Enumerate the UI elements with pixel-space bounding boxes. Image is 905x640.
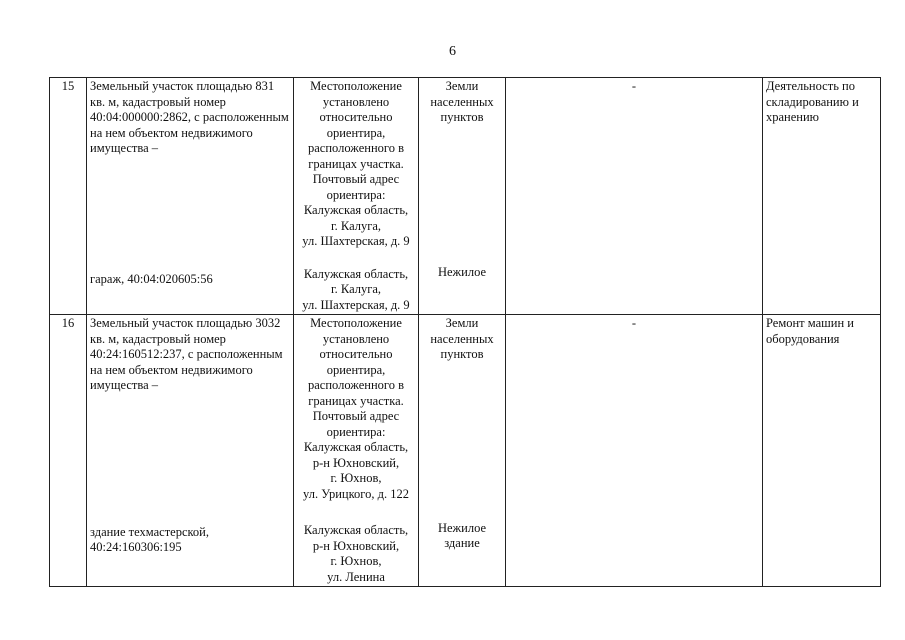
property-description-cell [87, 78, 294, 315]
object-description: здание техмастерской, 40:24:160306:195 [90, 524, 210, 554]
location-line: установлено [322, 94, 390, 109]
object-type-line: Нежилое [437, 264, 487, 279]
land-category-line: пунктов [440, 347, 484, 361]
location-line: расположенного в [307, 141, 405, 155]
location-line: Местоположение [310, 316, 402, 330]
location-line: Калужская область, [303, 203, 409, 217]
restriction-cell: - [506, 78, 763, 315]
page-number: 6 [449, 44, 456, 59]
object-type-line: Нежилое [437, 520, 487, 535]
land-category-line: населенных [430, 94, 494, 109]
location-cell [294, 78, 419, 315]
location-line: ул. Шахтерская, д. 9 [302, 234, 410, 248]
object-address-line: р-н Юхновский, [312, 538, 400, 553]
permitted-use-cell: Деятельность по складированию и хранению [763, 78, 881, 315]
table-row [50, 315, 881, 587]
object-address-line: Калужская область, [303, 523, 409, 537]
location-line: ул. Урицкого, д. 122 [303, 486, 409, 501]
property-registry-table [49, 77, 881, 587]
object-address-line: г. Калуга, [330, 282, 382, 296]
land-category-line: Земли [445, 79, 479, 93]
location-cell [294, 315, 419, 587]
property-description-cell [87, 315, 294, 587]
table-row [50, 78, 881, 315]
restriction-cell: - [506, 315, 763, 587]
location-line: ориентира: [326, 187, 386, 202]
location-line: установлено [322, 331, 390, 346]
location-line: ориентира, [326, 362, 386, 377]
category-cell [419, 315, 506, 587]
category-cell [419, 78, 506, 315]
object-address-line: ул. Шахтерская, д. 9 [302, 297, 410, 312]
location-line: ориентира: [326, 424, 386, 439]
location-line: границах участка. [308, 156, 404, 171]
location-line: г. Юхнов, [330, 471, 382, 485]
location-line: Калужская область, [303, 440, 409, 454]
object-address-line: г. Юхнов, [330, 554, 382, 568]
row-number: 15 [50, 78, 87, 315]
location-line: расположенного в [307, 378, 405, 392]
land-plot-description: Земельный участок площадью 831 кв. м, кадастровый номер 40:04:000000:2862, с расположенным на нем объектом недвижимого имущества – [90, 79, 289, 155]
location-line: Почтовый адрес [312, 172, 400, 186]
location-line: Почтовый адрес [312, 409, 400, 423]
location-line: границах участка. [308, 393, 404, 408]
land-plot-description: Земельный участок площадью 3032 кв. м, кадастровый номер 40:24:160512:237, с расположенным на нем объектом недвижимого имущества – [90, 316, 283, 392]
location-line: р-н Юхновский, [312, 455, 400, 470]
location-line: ориентира, [326, 125, 386, 140]
location-line: Местоположение [310, 79, 402, 93]
land-category-line: населенных [430, 331, 494, 346]
row-number: 16 [50, 315, 87, 587]
location-line: относительно [319, 347, 393, 361]
object-type-line: здание [444, 536, 480, 550]
object-description: гараж, 40:04:020605:56 [90, 271, 213, 286]
location-line: г. Калуга, [330, 218, 382, 233]
object-address-line: Калужская область, [303, 266, 409, 281]
land-category-line: пунктов [440, 110, 484, 124]
object-address-line: ул. Ленина [327, 569, 385, 584]
land-category-line: Земли [445, 316, 479, 330]
location-line: относительно [319, 110, 393, 124]
permitted-use-cell: Ремонт машин и оборудования [763, 315, 881, 587]
